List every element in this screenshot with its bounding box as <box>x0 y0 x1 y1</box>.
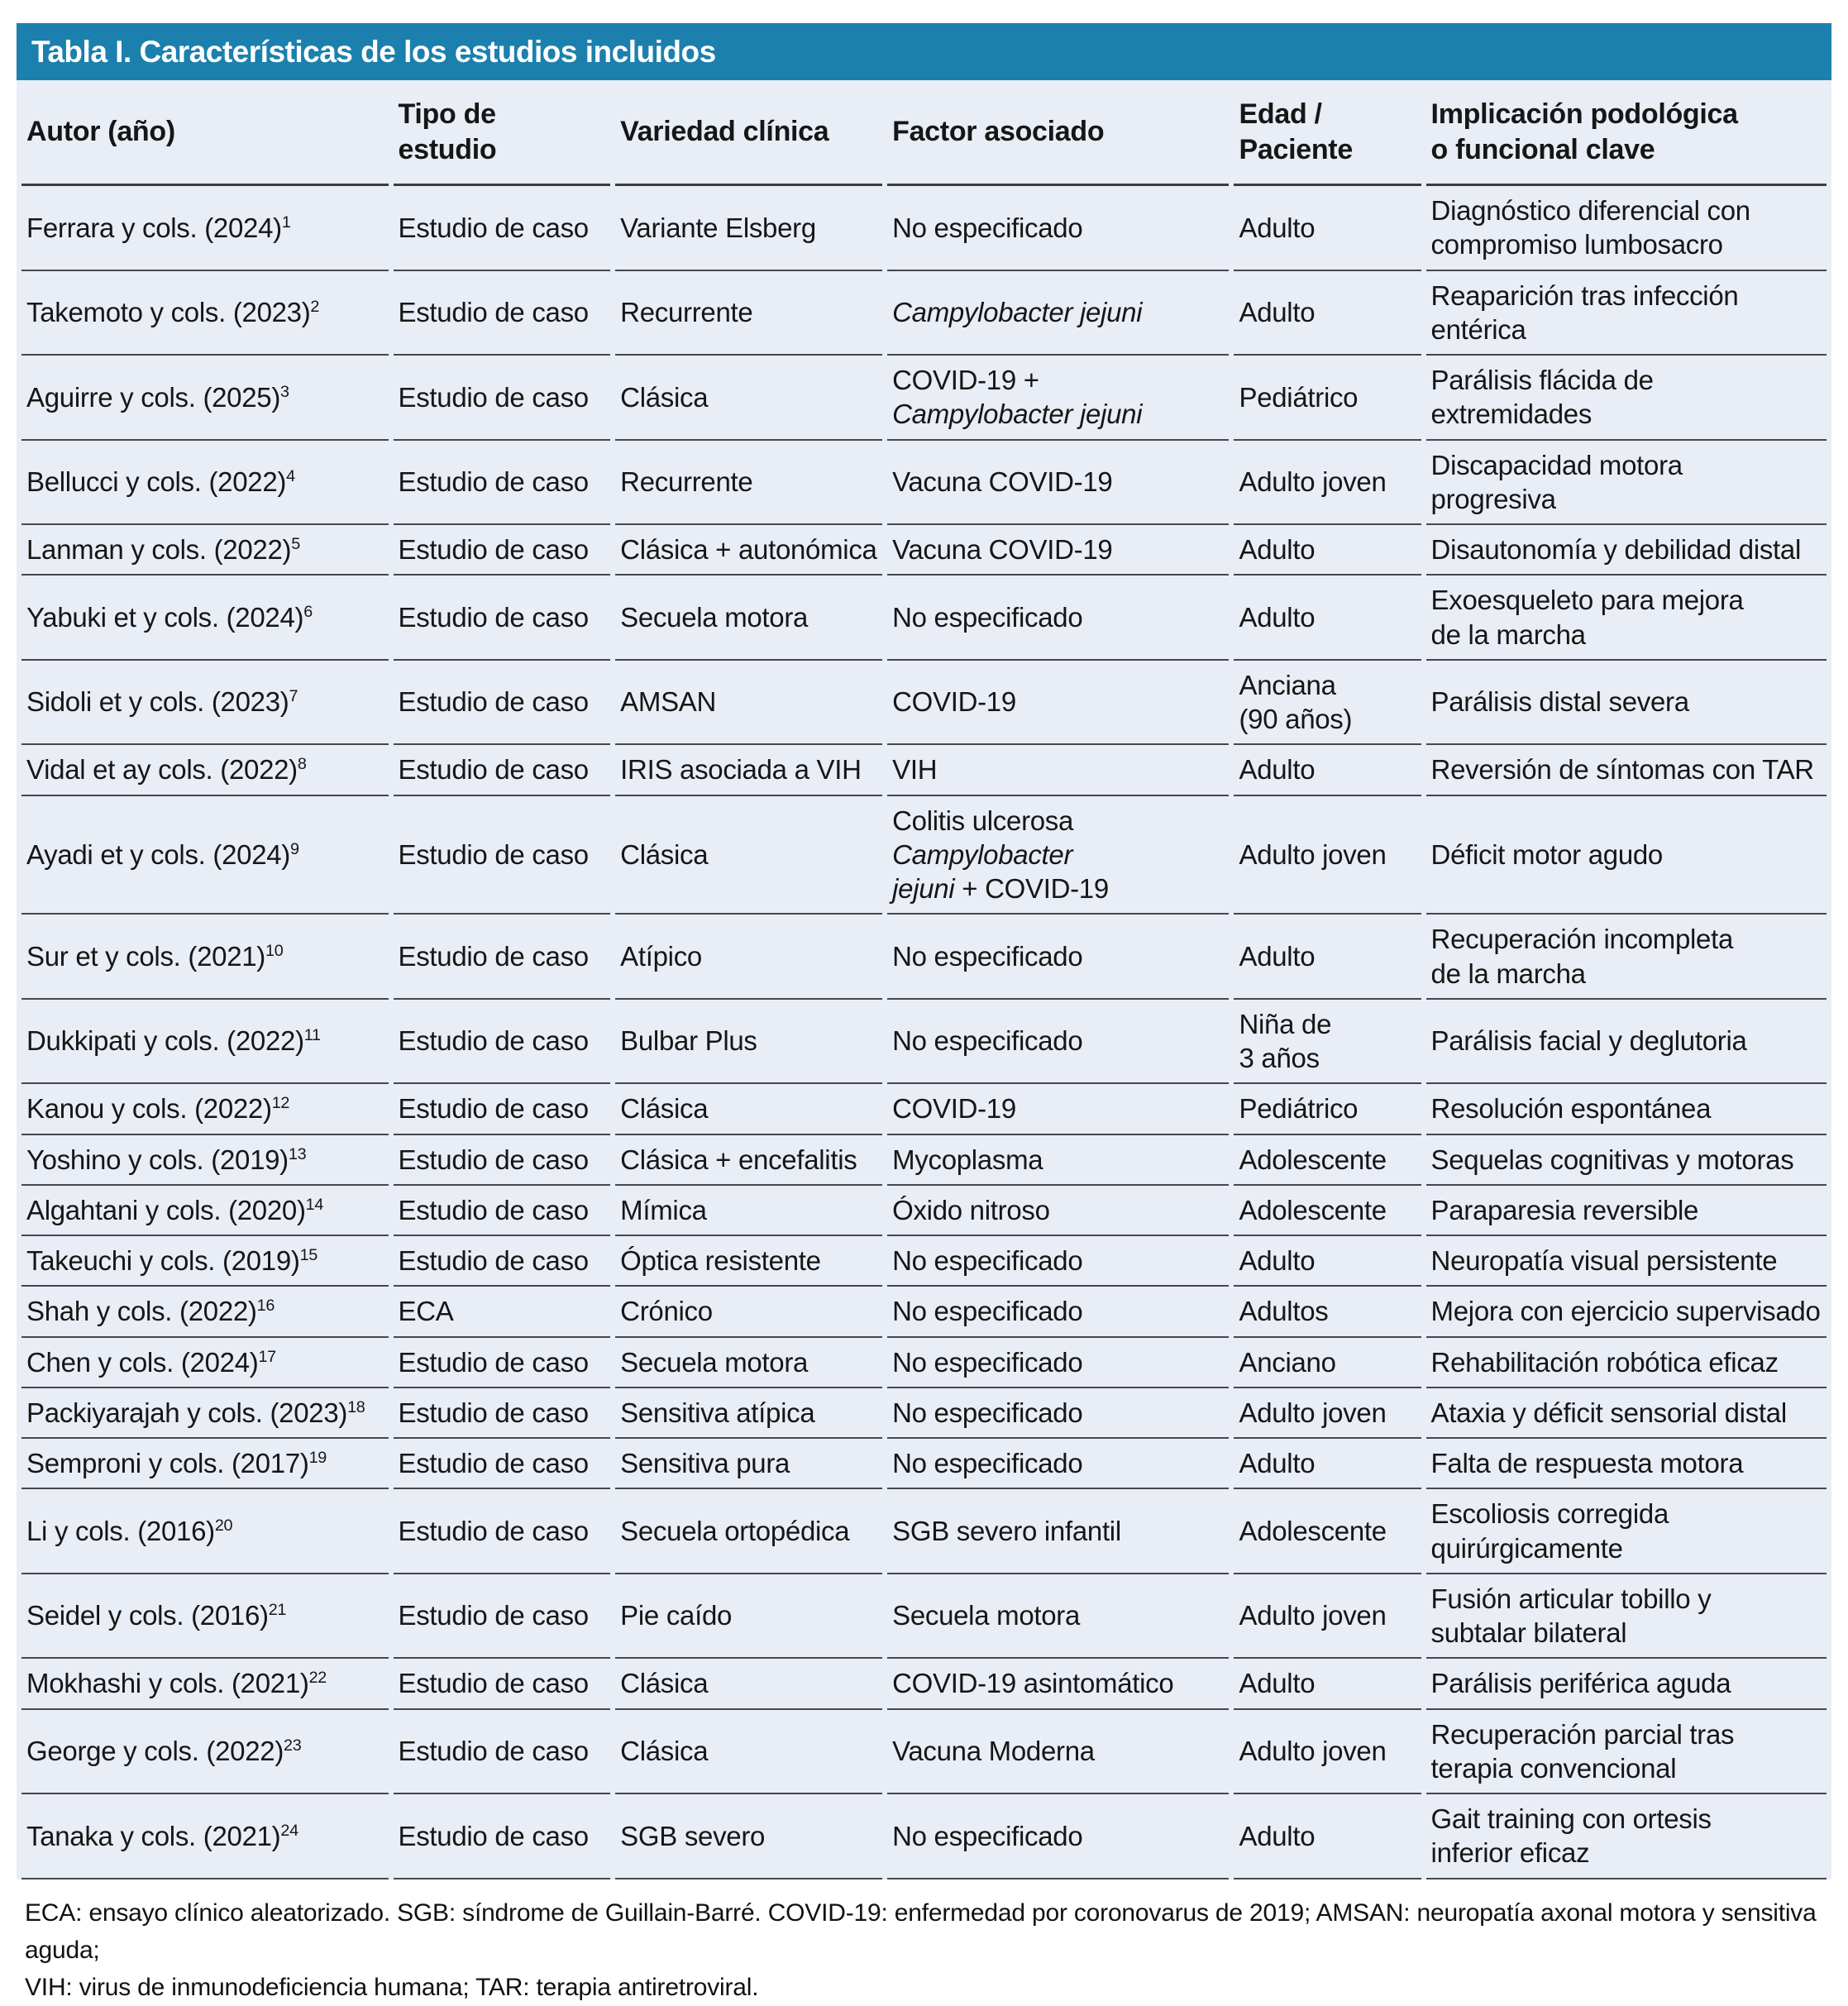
table-row <box>21 525 1827 576</box>
cell-factor: No especificado <box>887 576 1229 661</box>
table-row <box>21 1489 1827 1574</box>
cell-tipo: Estudio de caso <box>394 1236 611 1287</box>
cell-implicacion: Discapacidad motora progresiva <box>1426 441 1827 526</box>
cell-implicacion: Falta de respuesta motora <box>1426 1439 1827 1489</box>
cell-autor: Bellucci y cols. $(2022)^4$ <box>21 441 389 526</box>
cell-edad: Adolescente <box>1234 1489 1421 1574</box>
cell-factor: Colitis ulcerosa Campylobacter jejuni + COVID-19 <box>887 796 1229 915</box>
cell-implicacion: Neuropatía visual persistente <box>1426 1236 1827 1287</box>
studies-table-container <box>17 80 1831 1879</box>
cell-factor: No especificado <box>887 1236 1229 1287</box>
cell-implicacion: Recuperación incompleta de la marcha <box>1426 915 1827 1000</box>
cell-implicacion: Sequelas cognitivas y motoras <box>1426 1135 1827 1186</box>
cell-tipo: Estudio de caso <box>394 745 611 795</box>
table-row <box>21 1439 1827 1489</box>
cell-autor: Seidel y cols. $(2016)^{21}$ <box>21 1574 389 1660</box>
cell-tipo: Estudio de caso <box>394 1489 611 1574</box>
cell-tipo: Estudio de caso <box>394 441 611 526</box>
cell-tipo: Estudio de caso <box>394 186 611 271</box>
cell-autor: Algahtani y cols. $(2020)^{14}$ <box>21 1186 389 1236</box>
cell-implicacion: Fusión articular tobillo y subtalar bilateral <box>1426 1574 1827 1660</box>
cell-variedad: Secuela ortopédica <box>615 1489 882 1574</box>
table-title: Tabla I. Características de los estudios incluidos <box>31 34 716 69</box>
cell-tipo: Estudio de caso <box>394 1710 611 1795</box>
cell-variedad: Sensitiva atípica <box>615 1388 882 1439</box>
cell-autor: Ayadi et y cols. $(2024)^9$ <box>21 796 389 915</box>
cell-variedad: Clásica <box>615 1710 882 1795</box>
cell-variedad: Variante Elsberg <box>615 186 882 271</box>
cell-variedad: AMSAN <box>615 661 882 746</box>
table-row <box>21 796 1827 915</box>
table-row <box>21 1388 1827 1439</box>
table-row <box>21 356 1827 441</box>
cell-factor: COVID-19 <box>887 1084 1229 1134</box>
cell-variedad: Clásica <box>615 1084 882 1134</box>
cell-edad: Pediátrico <box>1234 356 1421 441</box>
cell-tipo: Estudio de caso <box>394 661 611 746</box>
cell-autor: Li y cols. $(2016)^{20}$ <box>21 1489 389 1574</box>
cell-implicacion: Déficit motor agudo <box>1426 796 1827 915</box>
table-row <box>21 1084 1827 1134</box>
cell-edad: Niña de 3 años <box>1234 1000 1421 1085</box>
cell-autor: Takemoto y cols. $(2023)^2$ <box>21 271 389 356</box>
column-header-tipo: Tipo de estudio <box>394 80 611 186</box>
cell-variedad: Recurrente <box>615 271 882 356</box>
column-header-variedad: Variedad clínica <box>615 80 882 186</box>
cell-factor: COVID-19 asintomático <box>887 1659 1229 1709</box>
cell-edad: Pediátrico <box>1234 1084 1421 1134</box>
cell-variedad: Recurrente <box>615 441 882 526</box>
cell-variedad: Clásica + autonómica <box>615 525 882 576</box>
cell-factor: No especificado <box>887 1000 1229 1085</box>
cell-edad: Adultos <box>1234 1287 1421 1337</box>
cell-implicacion: Exoesqueleto para mejora de la marcha <box>1426 576 1827 661</box>
cell-factor: No especificado <box>887 915 1229 1000</box>
cell-factor: COVID-19 <box>887 661 1229 746</box>
cell-factor: No especificado <box>887 186 1229 271</box>
cell-edad: Adulto <box>1234 1236 1421 1287</box>
cell-factor: Mycoplasma <box>887 1135 1229 1186</box>
cell-tipo: Estudio de caso <box>394 525 611 576</box>
cell-variedad: IRIS asociada a VIH <box>615 745 882 795</box>
cell-edad: Anciano <box>1234 1338 1421 1388</box>
cell-tipo: Estudio de caso <box>394 1084 611 1134</box>
cell-factor: No especificado <box>887 1338 1229 1388</box>
cell-tipo: Estudio de caso <box>394 1439 611 1489</box>
cell-variedad: Pie caído <box>615 1574 882 1660</box>
cell-edad: Adolescente <box>1234 1135 1421 1186</box>
cell-edad: Adulto <box>1234 1439 1421 1489</box>
cell-implicacion: Rehabilitación robótica eficaz <box>1426 1338 1827 1388</box>
cell-factor: No especificado <box>887 1439 1229 1489</box>
table-row <box>21 661 1827 746</box>
cell-edad: Adulto <box>1234 525 1421 576</box>
cell-variedad: SGB severo <box>615 1794 882 1879</box>
cell-autor: Packiyarajah y cols. $(2023)^{18}$ <box>21 1388 389 1439</box>
cell-tipo: Estudio de caso <box>394 1186 611 1236</box>
cell-tipo: Estudio de caso <box>394 356 611 441</box>
cell-implicacion: Diagnóstico diferencial con compromiso lumbosacro <box>1426 186 1827 271</box>
cell-factor: Vacuna Moderna <box>887 1710 1229 1795</box>
table-row <box>21 186 1827 271</box>
table-row <box>21 1794 1827 1879</box>
table-footnotes <box>17 1879 1831 2006</box>
cell-tipo: Estudio de caso <box>394 1574 611 1660</box>
cell-autor: Dukkipati y cols. $(2022)^{11}$ <box>21 1000 389 1085</box>
footnote-line-2: VIH: virus de inmunodeficiencia humana; TAR: terapia antiretroviral. <box>25 1973 759 2001</box>
cell-edad: Adulto joven <box>1234 796 1421 915</box>
table-row <box>21 745 1827 795</box>
table-row <box>21 441 1827 526</box>
cell-tipo: Estudio de caso <box>394 1794 611 1879</box>
cell-variedad: Clásica <box>615 796 882 915</box>
cell-tipo: Estudio de caso <box>394 915 611 1000</box>
table-row <box>21 1287 1827 1337</box>
cell-factor: Campylobacter jejuni <box>887 271 1229 356</box>
cell-implicacion: Gait training con ortesis inferior eficaz <box>1426 1794 1827 1879</box>
cell-factor: Óxido nitroso <box>887 1186 1229 1236</box>
cell-implicacion: Parálisis flácida de extremidades <box>1426 356 1827 441</box>
table-row <box>21 1574 1827 1660</box>
cell-autor: Aguirre y cols. $(2025)^3$ <box>21 356 389 441</box>
cell-autor: Tanaka y cols. $(2021)^{24}$ <box>21 1794 389 1879</box>
cell-implicacion: Escoliosis corregida quirúrgicamente <box>1426 1489 1827 1574</box>
cell-autor: Yoshino y cols. $(2019)^{13}$ <box>21 1135 389 1186</box>
cell-variedad: Bulbar Plus <box>615 1000 882 1085</box>
cell-edad: Adulto <box>1234 576 1421 661</box>
table-row <box>21 1186 1827 1236</box>
cell-autor: Takeuchi y cols. $(2019)^{15}$ <box>21 1236 389 1287</box>
column-header-implicacion: Implicación podológica o funcional clave <box>1426 80 1827 186</box>
cell-variedad: Secuela motora <box>615 1338 882 1388</box>
table-row <box>21 1135 1827 1186</box>
studies-table <box>17 80 1831 1879</box>
cell-autor: Shah y cols. $(2022)^{16}$ <box>21 1287 389 1337</box>
cell-edad: Adulto <box>1234 915 1421 1000</box>
cell-tipo: Estudio de caso <box>394 1000 611 1085</box>
cell-tipo: ECA <box>394 1287 611 1337</box>
cell-tipo: Estudio de caso <box>394 576 611 661</box>
cell-autor: Sidoli et y cols. $(2023)^7$ <box>21 661 389 746</box>
cell-autor: Yabuki et y cols. $(2024)^6$ <box>21 576 389 661</box>
cell-factor: COVID-19 + Campylobacter jejuni <box>887 356 1229 441</box>
table-body <box>21 186 1827 1879</box>
cell-implicacion: Parálisis facial y deglutoria <box>1426 1000 1827 1085</box>
table-row <box>21 1710 1827 1795</box>
table-row <box>21 271 1827 356</box>
cell-edad: Adulto joven <box>1234 441 1421 526</box>
table-row <box>21 915 1827 1000</box>
cell-variedad: Sensitiva pura <box>615 1439 882 1489</box>
table-row <box>21 576 1827 661</box>
cell-autor: Sur et y cols. $(2021)^{10}$ <box>21 915 389 1000</box>
cell-implicacion: Disautonomía y debilidad distal <box>1426 525 1827 576</box>
table-row <box>21 1236 1827 1287</box>
cell-implicacion: Mejora con ejercicio supervisado <box>1426 1287 1827 1337</box>
cell-tipo: Estudio de caso <box>394 796 611 915</box>
cell-factor: VIH <box>887 745 1229 795</box>
cell-variedad: Clásica + encefalitis <box>615 1135 882 1186</box>
cell-edad: Adulto <box>1234 271 1421 356</box>
cell-edad: Adulto <box>1234 1659 1421 1709</box>
cell-autor: Ferrara y cols. $(2024)^1$ <box>21 186 389 271</box>
cell-implicacion: Paraparesia reversible <box>1426 1186 1827 1236</box>
cell-variedad: Secuela motora <box>615 576 882 661</box>
cell-variedad: Crónico <box>615 1287 882 1337</box>
cell-autor: Semproni y cols. $(2017)^{19}$ <box>21 1439 389 1489</box>
table-row <box>21 1000 1827 1085</box>
cell-tipo: Estudio de caso <box>394 271 611 356</box>
cell-factor: SGB severo infantil <box>887 1489 1229 1574</box>
cell-autor: Mokhashi y cols. $(2021)^{22}$ <box>21 1659 389 1709</box>
column-header-edad: Edad / Paciente <box>1234 80 1421 186</box>
cell-factor: Vacuna COVID-19 <box>887 441 1229 526</box>
cell-implicacion: Parálisis periférica aguda <box>1426 1659 1827 1709</box>
cell-factor: Vacuna COVID-19 <box>887 525 1229 576</box>
cell-edad: Adulto <box>1234 1794 1421 1879</box>
column-header-factor: Factor asociado <box>887 80 1229 186</box>
cell-variedad: Clásica <box>615 356 882 441</box>
cell-implicacion: Reversión de síntomas con TAR <box>1426 745 1827 795</box>
cell-autor: Kanou y cols. $(2022)^{12}$ <box>21 1084 389 1134</box>
column-header-autor: Autor (año) <box>21 80 389 186</box>
cell-factor: No especificado <box>887 1287 1229 1337</box>
table-header <box>21 80 1827 186</box>
cell-variedad: Clásica <box>615 1659 882 1709</box>
cell-tipo: Estudio de caso <box>394 1135 611 1186</box>
cell-tipo: Estudio de caso <box>394 1338 611 1388</box>
cell-factor: Secuela motora <box>887 1574 1229 1660</box>
cell-factor: No especificado <box>887 1794 1229 1879</box>
cell-variedad: Óptica resistente <box>615 1236 882 1287</box>
table-row <box>21 1659 1827 1709</box>
cell-variedad: Mímica <box>615 1186 882 1236</box>
table-header-row <box>21 80 1827 186</box>
cell-edad: Adulto joven <box>1234 1388 1421 1439</box>
cell-implicacion: Ataxia y déficit sensorial distal <box>1426 1388 1827 1439</box>
table-title-bar <box>17 23 1831 80</box>
table-row <box>21 1338 1827 1388</box>
cell-edad: Adolescente <box>1234 1186 1421 1236</box>
cell-edad: Adulto joven <box>1234 1574 1421 1660</box>
cell-autor: Chen y cols. $(2024)^{17}$ <box>21 1338 389 1388</box>
cell-variedad: Atípico <box>615 915 882 1000</box>
cell-implicacion: Resolución espontánea <box>1426 1084 1827 1134</box>
cell-edad: Adulto joven <box>1234 1710 1421 1795</box>
cell-implicacion: Reaparición tras infección entérica <box>1426 271 1827 356</box>
cell-edad: Anciana (90 años) <box>1234 661 1421 746</box>
cell-implicacion: Recuperación parcial tras terapia convencional <box>1426 1710 1827 1795</box>
cell-edad: Adulto <box>1234 186 1421 271</box>
footnote-line-1: ECA: ensayo clínico aleatorizado. SGB: síndrome de Guillain-Barré. COVID-19: enfermedad por coronovarus de 2019; AMSAN: neuropatía axonal motora y sensitiva aguda; <box>25 1899 1817 1964</box>
cell-autor: George y cols. $(2022)^{23}$ <box>21 1710 389 1795</box>
cell-tipo: Estudio de caso <box>394 1388 611 1439</box>
cell-edad: Adulto <box>1234 745 1421 795</box>
cell-implicacion: Parálisis distal severa <box>1426 661 1827 746</box>
cell-autor: Lanman y cols. $(2022)^5$ <box>21 525 389 576</box>
cell-autor: Vidal et ay cols. $(2022)^8$ <box>21 745 389 795</box>
cell-tipo: Estudio de caso <box>394 1659 611 1709</box>
cell-factor: No especificado <box>887 1388 1229 1439</box>
